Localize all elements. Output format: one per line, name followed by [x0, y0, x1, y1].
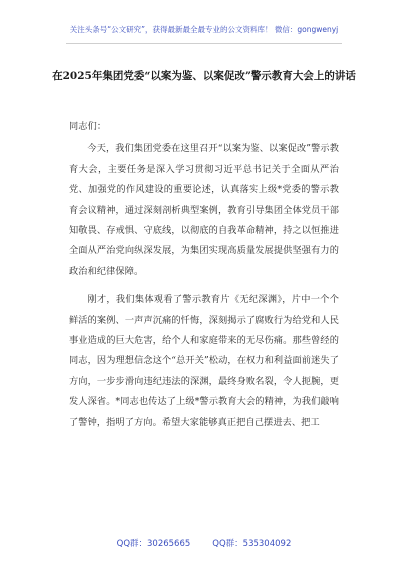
header-promo-note: 关注头条号“公文研究”，获得最新最全最专业的公文资料库！ 微信：gongwenyj — [69, 25, 339, 34]
footer-qq-group-2: QQ群：535304092 — [212, 539, 292, 549]
document-body — [69, 117, 339, 433]
salutation: 同志们： — [69, 121, 107, 132]
paragraph-2: 刚才，我们集体观看了警示教育片《无纪深渊》，片中一个个鲜活的案例、一声声沉痛的忏悔，深刻揭示了腐败行为给党和人民事业造成的巨大危害，给个人和家庭带来的无尽伤痛。那些曾经的同志，因为理想信念这个“总开关”松动，在权力和利益面前迷失了方向，一步步滑向违纪违法的深渊，最终身败名裂，令人扼腕，更发人深省。*同志也传达了上级*警示教育大会的精神，为我们敲响了警钟，指明了方向。希望大家能够真正把自己摆进去、把工 — [69, 294, 339, 428]
header-divider — [66, 43, 342, 44]
paragraph-1: 今天，我们集团党委在这里召开“以案为鉴、以案促改”警示教育大会，主要任务是深入学习贯彻习近平总书记关于全面从严治党、加强党的作风建设的重要论述，认真落实上级*党委的警示教育会议精神，通过深刻剖析典型案例，教育引导集团全体党员干部知敬畏、存戒惧、守底线，以彻底的自我革命精神，持之以恒推进全面从严治党向纵深发展，为集团实现高质量发展提供坚强有力的政治和纪律保障。 — [69, 143, 339, 277]
footer-contact — [0, 537, 408, 549]
footer-qq-group-1: QQ群：30265665 — [116, 539, 191, 549]
document-title: 在2025年集团党委“以案为鉴、以案促改”警示教育大会上的讲话 — [52, 70, 356, 82]
